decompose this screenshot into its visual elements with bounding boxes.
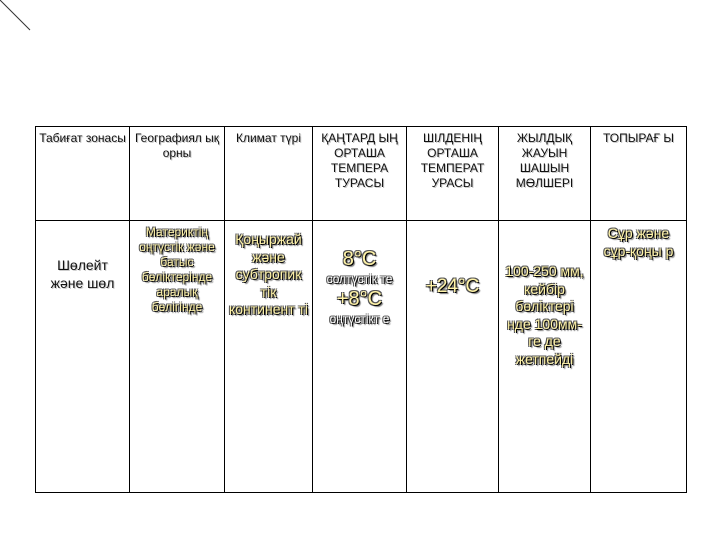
header-cell-soil: ТОПЫРАҒ Ы [591,127,687,221]
table-row [36,221,687,493]
cell-climate: Қоңыржай және субтропик тік континент ті [225,221,313,493]
cell-precipitation: 100-250 мм, кейбір бөліктері нде 100мм-ге де жетпейді [499,221,591,493]
cell-soil: Сұр және сұр-қоңы р [591,221,687,493]
cell-zone: Шөлейт және шөл [36,221,130,493]
jan-note-north: солтүстік те [326,272,393,286]
jan-temp-south: +8°С [336,288,383,310]
header-cell-location: Географиял ық орны [130,127,225,221]
header-cell-precipitation: ЖЫЛДЫҚ ЖАУЫН ШАШЫН МӨЛШЕРІ [499,127,591,221]
corner-decoration-line [0,0,40,40]
table-header-row [36,127,687,221]
natural-zones-table [35,126,687,493]
jan-note-south: оңтүстікт е [329,312,390,326]
cell-location: Материктің оңтүстік және батыс бөліктерінде аралық бөлігінде [130,221,225,493]
jan-temp-north: 8°С [342,248,377,270]
cell-jul-temp: +24°С [407,221,499,493]
header-cell-climate: Климат түрі [225,127,313,221]
header-cell-zone: Табиғат зонасы [36,127,130,221]
header-cell-jul-temp: ШІЛДЕНІҢ ОРТАША ТЕМПЕРАТ УРАСЫ [407,127,499,221]
cell-jan-temp [313,221,407,493]
header-cell-jan-temp: ҚАҢТАРД ЫҢ ОРТАША ТЕМПЕРА ТУРАСЫ [313,127,407,221]
